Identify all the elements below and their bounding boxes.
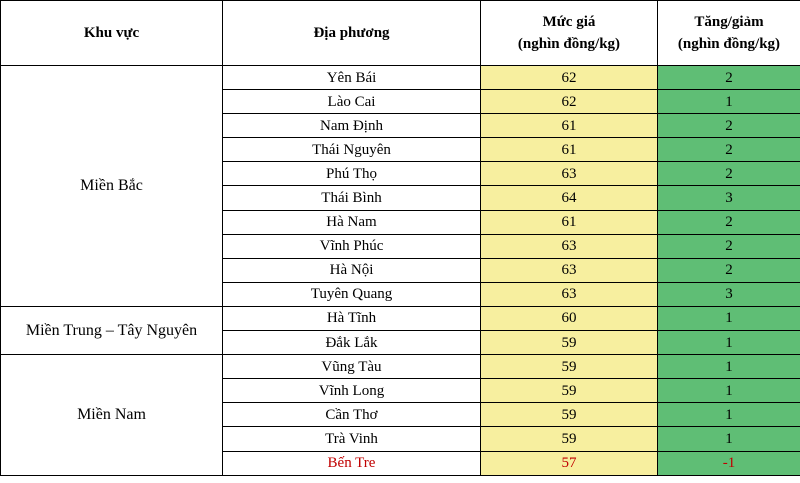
change-cell: 2 bbox=[658, 66, 800, 90]
locality-cell: Nam Định bbox=[223, 114, 481, 138]
locality-cell: Vĩnh Long bbox=[223, 379, 481, 403]
region-cell: Miền Trung – Tây Nguyên bbox=[1, 306, 223, 354]
change-cell: 1 bbox=[658, 90, 800, 114]
header-region bbox=[1, 1, 223, 66]
change-cell: 2 bbox=[658, 210, 800, 234]
header-price bbox=[481, 1, 658, 66]
table-row bbox=[1, 355, 800, 379]
header-locality-label: Địa phương bbox=[313, 25, 390, 41]
header-region-label: Khu vực bbox=[83, 25, 140, 41]
header-price-unit: (nghìn đồng/kg) bbox=[517, 36, 621, 52]
locality-cell: Trà Vinh bbox=[223, 427, 481, 451]
price-cell: 59 bbox=[481, 403, 658, 427]
locality-cell: Vĩnh Phúc bbox=[223, 234, 481, 258]
region-cell: Miền Nam bbox=[1, 355, 223, 475]
change-cell: 1 bbox=[658, 427, 800, 451]
header-change-unit: (nghìn đồng/kg) bbox=[677, 36, 781, 52]
price-cell: 63 bbox=[481, 162, 658, 186]
locality-cell: Lào Cai bbox=[223, 90, 481, 114]
header-change bbox=[658, 1, 800, 66]
price-cell: 61 bbox=[481, 210, 658, 234]
price-cell: 62 bbox=[481, 66, 658, 90]
table-row bbox=[1, 306, 800, 330]
header-locality bbox=[223, 1, 481, 66]
price-cell: 59 bbox=[481, 379, 658, 403]
change-cell: 1 bbox=[658, 306, 800, 330]
change-cell: 2 bbox=[658, 162, 800, 186]
header-price-title: Mức giá bbox=[542, 14, 596, 30]
locality-cell: Thái Bình bbox=[223, 186, 481, 210]
price-cell: 63 bbox=[481, 234, 658, 258]
locality-cell: Hà Nội bbox=[223, 258, 481, 282]
change-cell: 1 bbox=[658, 331, 800, 355]
locality-cell: Hà Nam bbox=[223, 210, 481, 234]
price-cell: 59 bbox=[481, 331, 658, 355]
change-cell: -1 bbox=[658, 451, 800, 475]
price-cell: 59 bbox=[481, 355, 658, 379]
change-cell: 3 bbox=[658, 186, 800, 210]
price-cell: 63 bbox=[481, 258, 658, 282]
price-cell: 57 bbox=[481, 451, 658, 475]
price-cell: 64 bbox=[481, 186, 658, 210]
change-cell: 1 bbox=[658, 379, 800, 403]
locality-cell: Hà Tĩnh bbox=[223, 306, 481, 330]
change-cell: 2 bbox=[658, 258, 800, 282]
table-row bbox=[1, 66, 800, 90]
price-cell: 61 bbox=[481, 114, 658, 138]
change-cell: 2 bbox=[658, 234, 800, 258]
price-cell: 62 bbox=[481, 90, 658, 114]
change-cell: 1 bbox=[658, 403, 800, 427]
price-cell: 63 bbox=[481, 282, 658, 306]
table-body bbox=[1, 66, 800, 476]
change-cell: 1 bbox=[658, 355, 800, 379]
locality-cell: Thái Nguyên bbox=[223, 138, 481, 162]
locality-cell: Tuyên Quang bbox=[223, 282, 481, 306]
change-cell: 2 bbox=[658, 114, 800, 138]
locality-cell: Yên Bái bbox=[223, 66, 481, 90]
locality-cell: Cần Thơ bbox=[223, 403, 481, 427]
locality-cell: Vũng Tàu bbox=[223, 355, 481, 379]
price-cell: 59 bbox=[481, 427, 658, 451]
locality-cell: Bến Tre bbox=[223, 451, 481, 475]
locality-cell: Đắk Lắk bbox=[223, 331, 481, 355]
change-cell: 2 bbox=[658, 138, 800, 162]
price-cell: 61 bbox=[481, 138, 658, 162]
price-cell: 60 bbox=[481, 306, 658, 330]
header-change-title: Tăng/giảm bbox=[694, 14, 764, 30]
locality-cell: Phú Thọ bbox=[223, 162, 481, 186]
table-header bbox=[1, 1, 800, 66]
region-cell: Miền Bắc bbox=[1, 66, 223, 307]
change-cell: 3 bbox=[658, 282, 800, 306]
header-row bbox=[1, 1, 800, 66]
